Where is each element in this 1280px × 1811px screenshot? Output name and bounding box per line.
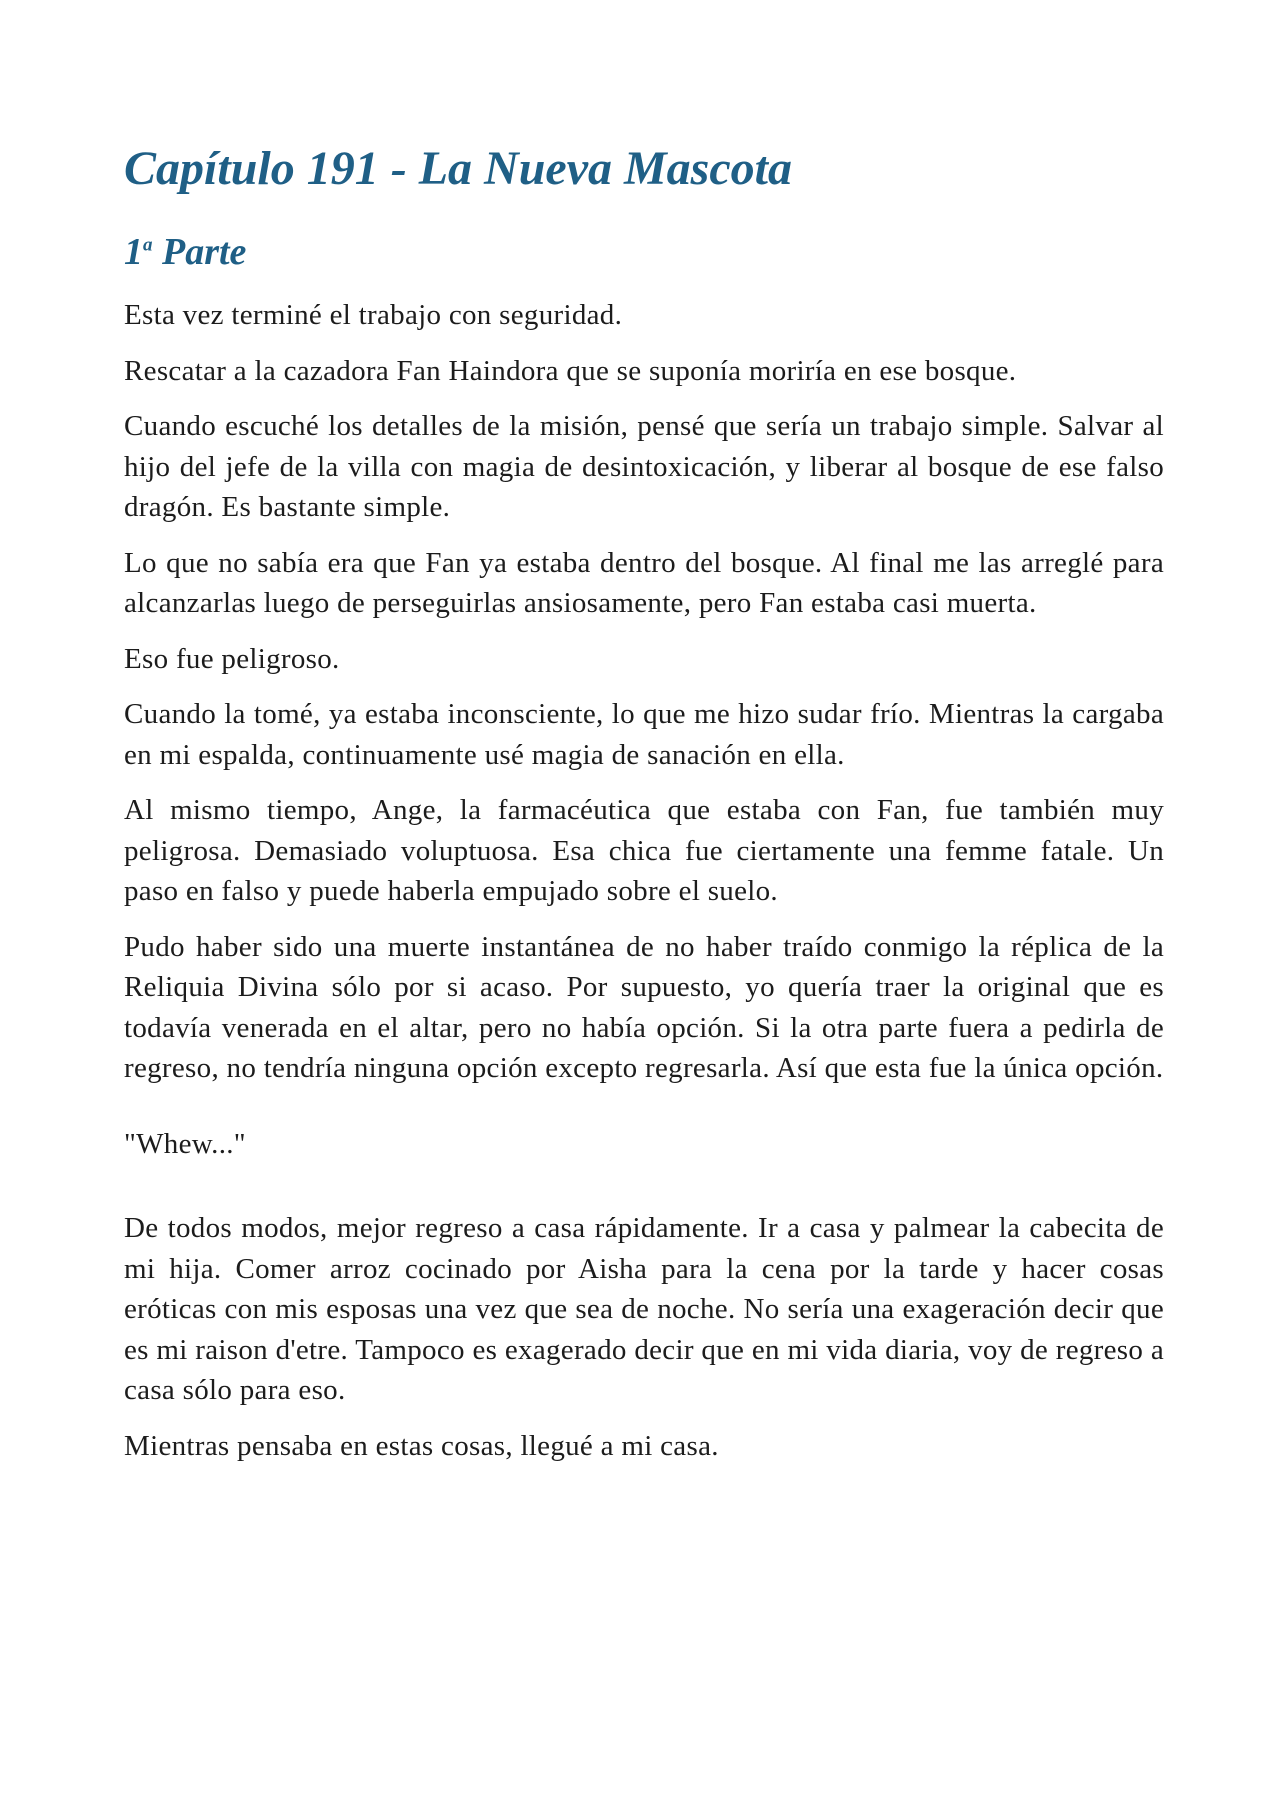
paragraph: Eso fue peligroso.: [124, 642, 340, 675]
dialogue-line: "Whew...": [124, 1127, 246, 1160]
paragraph: Lo que no sabía era que Fan ya estaba dentro del bosque. Al final me las arreglé para alcanzarlas luego de perseguirlas ansiosamente, pero Fan estaba casi muerta.: [124, 546, 1164, 620]
paragraph: Cuando escuché los detalles de la misión, pensé que sería un trabajo simple. Salvar al hijo del jefe de la villa con magia de desintoxicación, y liberar al bosque de ese falso dragón. Es bastante simple.: [124, 410, 1164, 524]
chapter-title: Capítulo 191 - La Nueva Mascota: [124, 142, 792, 195]
paragraph: De todos modos, mejor regreso a casa rápidamente. Ir a casa y palmear la cabecita de mi hija. Comer arroz cocinado por Aisha para la cena por la tarde y hacer cosas eróticas con mis esposas una vez que sea de noche. No sería una exageración decir que es mi raison d'etre. Tampoco es exagerado decir que en mi vida diaria, voy de regreso a casa sólo para eso.: [124, 1212, 1164, 1407]
part-title: [124, 230, 1164, 276]
paragraph: Pudo haber sido una muerte instantánea de no haber traído conmigo la réplica de la Reliquia Divina sólo por si acaso. Por supuesto, yo quería traer la original que es todavía venerada en el altar, pero no había opción. Si la otra parte fuera a pedirla de regreso, no tendría ninguna opción excepto regresarla. Así que esta fue la única opción.: [124, 930, 1164, 1085]
part-superscript: a: [143, 233, 153, 255]
paragraph: Al mismo tiempo, Ange, la farmacéutica que estaba con Fan, fue también muy peligrosa. Demasiado voluptuosa. Esa chica fue ciertamente una femme fatale. Un paso en falso y puede haberla empujado sobre el suelo.: [124, 794, 1164, 908]
paragraph: Esta vez terminé el trabajo con seguridad.: [124, 299, 623, 332]
part-number: 1: [124, 230, 143, 273]
paragraph: Rescatar a la cazadora Fan Haindora que se suponía moriría en ese bosque.: [124, 354, 1017, 387]
paragraph: Cuando la tomé, ya estaba inconsciente, lo que me hizo sudar frío. Mientras la cargaba en mi espalda, continuamente usé magia de sanación en ella.: [124, 698, 1164, 771]
paragraph: Mientras pensaba en estas cosas, llegué a mi casa.: [124, 1429, 719, 1462]
part-label: Parte: [162, 230, 247, 273]
document-page: [124, 140, 1164, 1481]
